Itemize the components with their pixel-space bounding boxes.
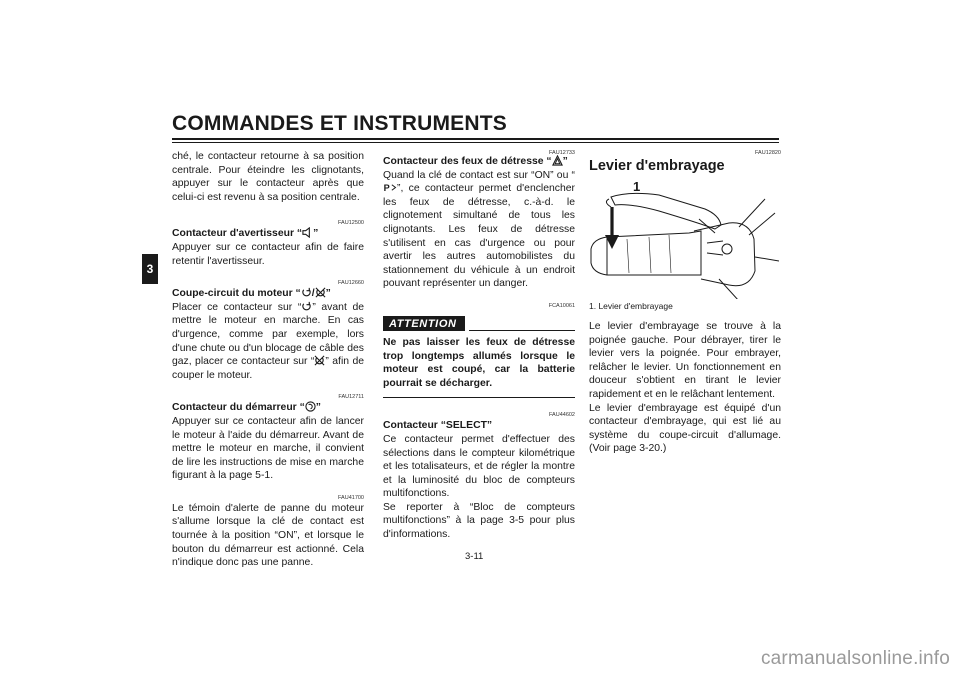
column-3 [589,150,781,456]
header-rule-thin [172,142,779,143]
heading-text: Coupe-circuit du moteur “ [172,288,301,300]
intro-paragraph: ché, le contacteur retourne à sa position centrale. Pour éteindre les clignotants, appuyer sur le contacteur après que celui-ci est revenu à sa position centrale. [172,151,364,203]
switch-housing [694,223,755,286]
heading-text: ” [325,288,331,300]
heading-text: Contacteur du démarreur “ [172,402,305,414]
starter-icon [305,401,316,412]
column-2 [383,150,575,542]
body-text: ” avant de mettre le moteur en marche. En cas d'urgence, comme par exemple, lors d'une chute ou d'un blocage de câble des gaz, placer ce contacteur sur “ [172,301,365,368]
page-title: COMMANDES ET INSTRUMENTS [172,112,507,135]
heading-text: Contacteur des feux de détresse “ [383,156,552,167]
attention-banner [383,316,575,331]
select-switch-heading: Contacteur “SELECT” [383,420,493,432]
engine-stop-body [172,301,364,383]
clutch-lever-figure [589,179,779,299]
hazard-icon [552,155,563,166]
page-number: 3-11 [465,551,484,562]
section-code: FCA10061 [548,302,575,309]
heading-text: Contacteur d'avertisseur “ [172,228,303,240]
parking-icon [383,182,397,193]
heading-text: ” [315,402,321,414]
engine-stop-icon [314,355,325,366]
engine-warning-body: Le témoin d'alerte de panne du moteur s'allume lorsque la clé de contact est tournée à la position “ON”, et lorsque le bouton du démarreur est actionné. Cela n'indique donc pas une panne. [172,502,364,569]
heading-text: ” [562,156,568,167]
heading-text: ” [313,228,319,240]
figure-callout-1: 1 [633,179,641,194]
select-switch-body: Ce contacteur permet d'effectuer des sélections dans le compteur kilométrique et les totalisateurs, et de régler la montre et la luminosité du bloc de compteurs multifonctions. [383,433,575,500]
section-code: FAU12660 [338,280,364,287]
body-text: Quand la clé de contact est sur “ON” ou “ [383,169,575,181]
body-text: ”, ce contacteur permet d'enclencher les feux de détresse, c.-à-d. le clignotement simultané de tous les clignotants. Les feux de détresse s'utilisent en cas d'urgence ou pour avertir les autres automobilistes du stationnement du véhicule à un endroit pouvant représenter un danger. [383,183,575,290]
watermark: carmanualsonline.info [760,648,950,669]
section-code: FAU12733 [549,150,575,156]
chapter-tab [142,254,158,284]
hazard-switch-heading [383,155,575,169]
engine-stop-heading [172,287,364,301]
heading-text: / [311,288,315,300]
select-switch-body-2: Se reporter à “Bloc de compteurs multifonctions” à la page 3-5 pour plus d'informations. [383,501,575,541]
chapter-number: 3 [146,262,154,276]
figure-caption: 1. Levier d'embrayage [589,301,673,311]
section-code: FAU12500 [338,220,364,227]
section-code: FAU12711 [338,394,364,401]
section-code: FAU41700 [338,494,364,501]
horn-switch-body: Appuyer sur ce contacteur afin de faire retentir l'avertisseur. [172,241,364,267]
body-text: Placer ce contacteur sur “ [172,301,302,313]
section-code: FAU44602 [549,412,575,419]
clutch-lever-body: Le levier d'embrayage se trouve à la poignée gauche. Pour débrayer, tirer le levier vers la poignée. Pour embrayer, relâcher le levier. Un fonctionnement en douceur s'obtient en tirant le levier rapidement et en le relâchant lentement. [589,321,781,400]
hazard-switch-body [383,169,575,291]
attention-text: Ne pas laisser les feux de détresse trop longtemps allumés lorsque le moteur est coupé, car la batterie pourrait se décharger. [383,336,575,389]
header-rule-thick [172,138,779,140]
body-text: ” afin de couper le moteur. [172,356,365,381]
starter-switch-body: Appuyer sur ce contacteur afin de lancer le moteur à l'aide du démarreur. Avant de mettre le moteur en marche, il convient de lire les instructions de mise en marche figurant à la page 5-1. [172,415,364,482]
attention-label: ATTENTION [383,316,465,331]
starter-switch-heading [172,401,364,415]
clutch-lever-title: Levier d'embrayage [589,158,725,174]
attention-rule [469,330,575,331]
engine-run-icon [301,287,312,298]
attention-separator [383,397,575,398]
horn-switch-heading [172,227,364,241]
svg-text:P: P [383,183,390,194]
horn-icon [302,227,313,238]
engine-run-icon [301,301,312,312]
engine-stop-icon [315,287,326,298]
section-code: FAU12820 [755,150,781,156]
clutch-lever-body-2: Le levier d'embrayage est équipé d'un contacteur d'embrayage, qui est lié au système du coupe-circuit d'allumage. (Voir page 3-20.) [589,402,781,455]
column-1 [172,150,364,570]
